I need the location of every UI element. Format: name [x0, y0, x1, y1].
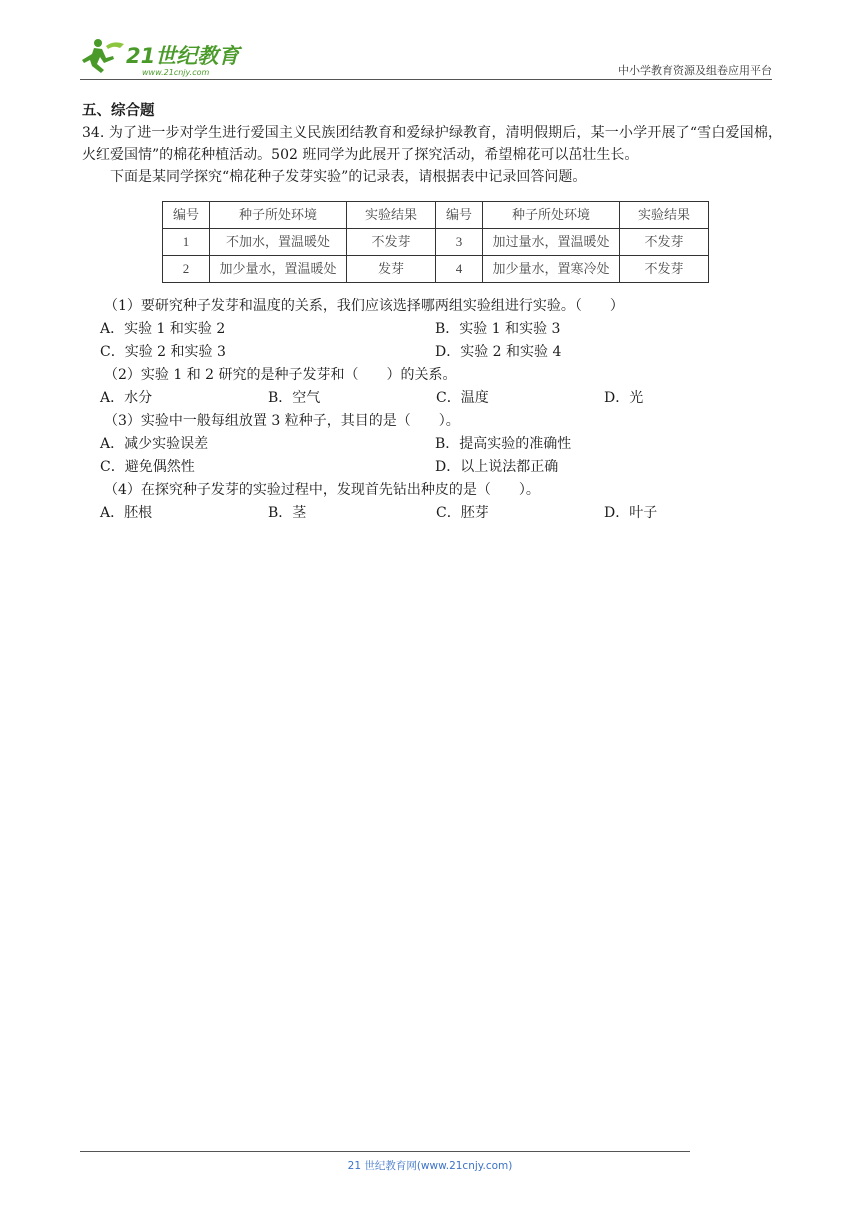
option-d: D．实验 2 和实验 4: [435, 344, 562, 360]
option-b: B．空气: [268, 390, 321, 406]
logo-text: 21世纪教育: [126, 44, 240, 68]
logo-url-text: www.21cnjy.com: [142, 68, 210, 77]
option-b: B．提高实验的准确性: [435, 436, 572, 452]
option-b: B．实验 1 和实验 3: [435, 321, 561, 337]
option-d: D．光: [604, 390, 644, 406]
table-row: [163, 256, 709, 283]
option-d: D．叶子: [604, 505, 658, 521]
platform-label: 中小学教育资源及组卷应用平台: [618, 64, 772, 77]
question-stem: （2）实验 1 和 2 研究的是种子发芽和（ ）的关系。: [104, 367, 457, 383]
table-cell: 不加水，置温暖处: [210, 229, 347, 256]
problem-lead: 下面是某同学探究“棉花种子发芽实验”的记录表，请根据表中记录回答问题。: [110, 169, 587, 185]
table-row: [163, 229, 709, 256]
header-cell: 种子所处环境: [210, 202, 347, 229]
option-c: C．胚芽: [436, 505, 489, 521]
option-a: A．胚根: [100, 505, 153, 521]
option-b: B．茎: [268, 505, 307, 521]
header-cell: 实验结果: [347, 202, 436, 229]
option-a: A．减少实验误差: [100, 436, 209, 452]
header-cell: 编号: [163, 202, 210, 229]
table-cell: 不发芽: [620, 256, 709, 283]
option-row: [100, 456, 782, 479]
question-stem: （4）在探究种子发芽的实验过程中，发现首先钻出种皮的是（ ）。: [104, 482, 540, 498]
section-title: 五、综合题: [82, 103, 155, 119]
option-c: C．实验 2 和实验 3: [100, 344, 226, 360]
option-a: A．实验 1 和实验 2: [100, 321, 226, 337]
option-d: D．以上说法都正确: [435, 459, 559, 475]
option-row: [100, 341, 782, 364]
experiment-record-table: [162, 201, 709, 283]
option-row: [100, 502, 782, 525]
problem-intro: 34. 为了进一步对学生进行爱国主义民族团结教育和爱绿护绿教育，清明假期后，某一小学开展了“雪白爱国棉，火红爱国情”的棉花种植活动。502 班同学为此展开了探究活动，希望棉花可以茁壮生长。: [82, 125, 782, 163]
option-row: [100, 318, 782, 341]
option-c: C．温度: [436, 390, 489, 406]
table-header-row: [163, 202, 709, 229]
table-cell: 不发芽: [347, 229, 436, 256]
question-1: [100, 295, 782, 525]
option-row: [100, 433, 782, 456]
header-divider: [80, 79, 772, 80]
table-cell: 1: [163, 229, 210, 256]
question-stem: （1）要研究种子发芽和温度的关系，我们应该选择哪两组实验组进行实验。（ ）: [104, 298, 624, 314]
table-cell: 发芽: [347, 256, 436, 283]
question-stem: （3）实验中一般每组放置 3 粒种子，其目的是（ ）。: [104, 413, 460, 429]
table-cell: 4: [436, 256, 483, 283]
table-cell: 加少量水，置寒冷处: [483, 256, 620, 283]
running-figure-icon: [82, 39, 124, 73]
option-c: C．避免偶然性: [100, 459, 195, 475]
option-a: A．水分: [100, 390, 153, 406]
question-content: [82, 100, 782, 525]
table-cell: 不发芽: [620, 229, 709, 256]
site-logo: [80, 36, 250, 78]
table-cell: 加过量水，置温暖处: [483, 229, 620, 256]
header-cell: 编号: [436, 202, 483, 229]
table-cell: 加少量水，置温暖处: [210, 256, 347, 283]
footer-text: 21 世纪教育网(www.21cnjy.com): [347, 1160, 513, 1172]
table-cell: 2: [163, 256, 210, 283]
option-row: [100, 387, 782, 410]
header-cell: 种子所处环境: [483, 202, 620, 229]
table-cell: 3: [436, 229, 483, 256]
footer-divider: [80, 1151, 690, 1152]
header-cell: 实验结果: [620, 202, 709, 229]
